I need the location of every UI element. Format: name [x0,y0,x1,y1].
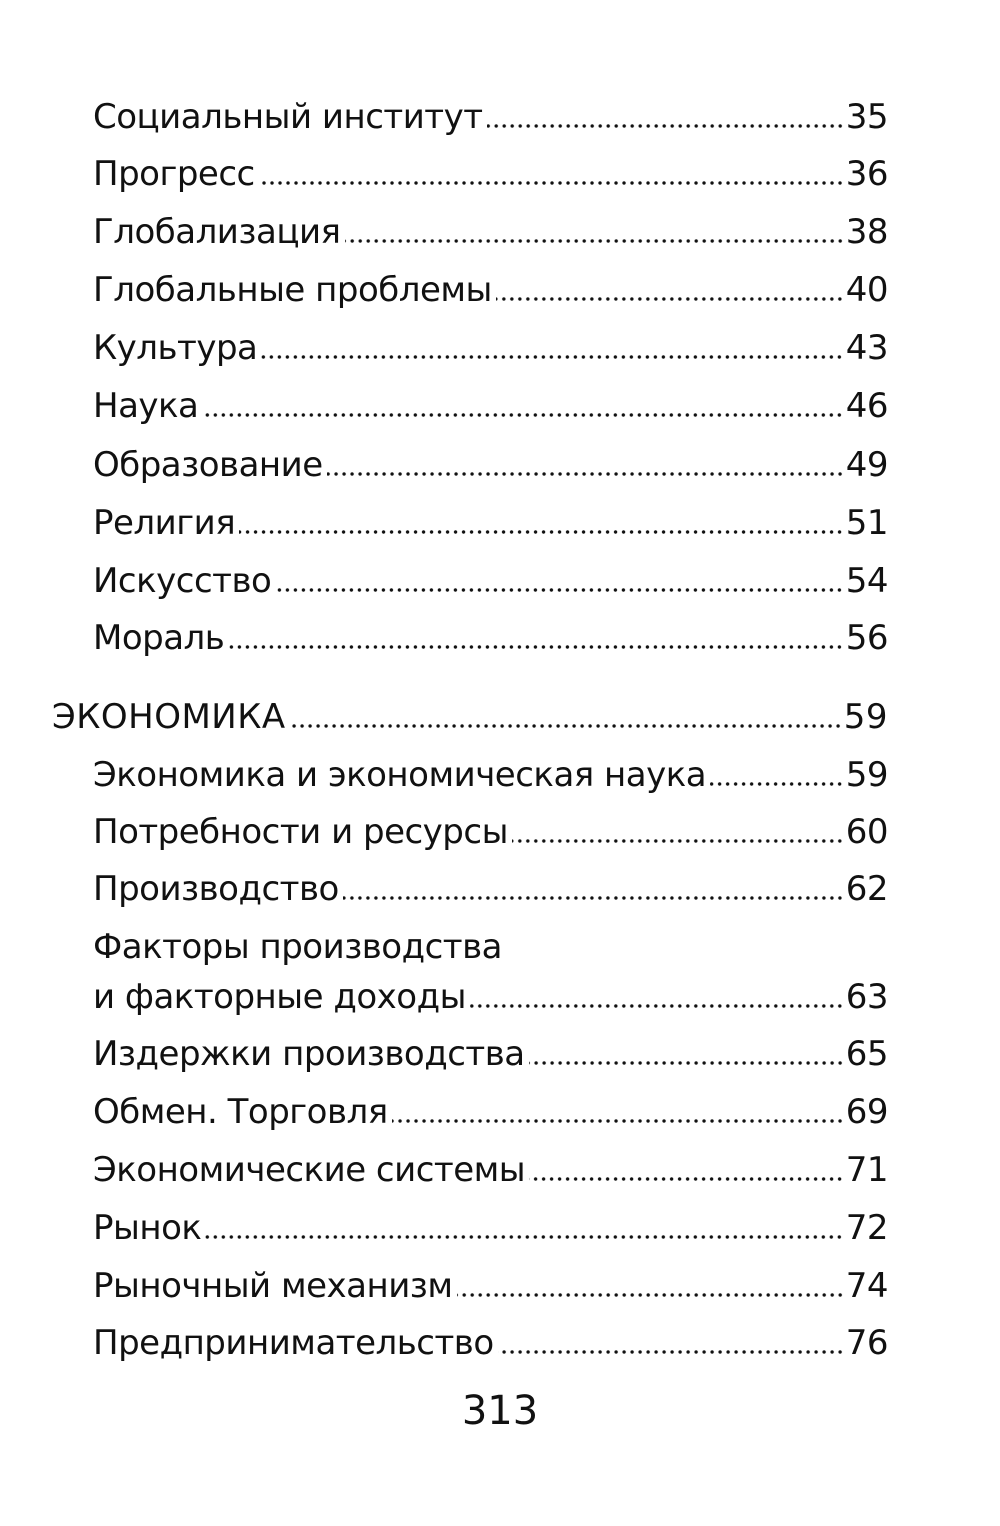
toc-entry-multiline-last[interactable] [93,977,888,1017]
toc-entry-title: Предпринимательство [93,1323,494,1363]
dot-leader [457,1291,844,1297]
toc-entry-title: Социальный институт [93,97,483,137]
dot-leader [487,122,844,128]
toc-entry-title: Обмен. Торговля [93,1092,388,1132]
toc-entry-title: Экономика и экономическая наука [93,755,707,795]
dot-leader [496,295,844,301]
dot-leader [202,411,843,417]
toc-entry[interactable] [93,1266,888,1306]
toc-section-page: 59 [843,697,888,737]
toc-entry-title: Потребности и ресурсы [93,812,508,852]
toc-entry-page: 63 [845,977,888,1017]
toc-entry-title: Рыночный механизм [93,1266,453,1306]
toc-entry-page: 65 [845,1034,888,1074]
toc-section-economics[interactable] [52,697,888,737]
dot-leader [498,1348,844,1354]
page-number: 313 [461,1388,539,1434]
toc-entry-page: 74 [845,1266,888,1306]
toc-entry-title: Прогресс [93,154,255,194]
dot-leader [529,1175,844,1181]
toc-entry-title: Производство [93,869,339,909]
toc-entry[interactable] [93,503,888,543]
dot-leader [470,1002,844,1008]
toc-entry[interactable] [93,154,888,194]
toc-entry-page: 71 [845,1150,888,1190]
dot-leader [205,1233,843,1239]
toc-section-title: ЭКОНОМИКА [52,697,286,737]
dot-leader [345,237,844,243]
toc-entry-title: Экономические системы [93,1150,526,1190]
toc-entry[interactable] [93,97,888,137]
toc-entry-page: 56 [845,618,888,658]
toc-entry-title: Религия [93,503,236,543]
toc-entry-title: Глобализация [93,212,341,252]
toc-entry[interactable] [93,618,888,658]
toc-entry[interactable] [93,1323,888,1363]
toc-entry[interactable] [93,755,888,795]
toc-entry-page: 51 [845,503,888,543]
toc-entry-title: Рынок [93,1208,202,1248]
dot-leader [392,1117,844,1123]
toc-entry-page: 35 [845,97,888,137]
toc-entry-page: 43 [845,328,888,368]
toc-entry-title-line1: Факторы производства [93,927,502,967]
toc-entry[interactable] [93,561,888,601]
toc-entry-page: 49 [845,445,888,485]
dot-leader [239,528,844,534]
toc-entry-page: 38 [845,212,888,252]
toc-entry-title: Мораль [93,618,225,658]
toc-entry-page: 36 [845,154,888,194]
toc-entry-title: Наука [93,386,199,426]
toc-entry-page: 76 [845,1323,888,1363]
dot-leader [259,179,844,185]
toc-entry-page: 54 [845,561,888,601]
toc-entry-title: Искусство [93,561,272,601]
toc-entry[interactable] [93,1034,888,1074]
dot-leader [529,1059,844,1065]
toc-entry-title: Издержки производства [93,1034,525,1074]
dot-leader [275,586,843,592]
toc-entry[interactable] [93,445,888,485]
toc-entry-page: 69 [845,1092,888,1132]
toc-entry[interactable] [93,869,888,909]
toc-entry[interactable] [93,812,888,852]
dot-leader [290,722,842,728]
toc-entry-page: 62 [845,869,888,909]
dot-leader [512,837,844,843]
toc-entry[interactable] [93,386,888,426]
toc-entry-page: 60 [845,812,888,852]
dot-leader [343,894,844,900]
dot-leader [327,470,844,476]
toc-entry-title: Образование [93,445,323,485]
toc-entry[interactable] [93,212,888,252]
toc-entry[interactable] [93,1150,888,1190]
dot-leader [228,643,843,649]
toc-entry[interactable] [93,328,888,368]
toc-entry-title: Глобальные проблемы [93,270,492,310]
toc-entry-title: Культура [93,328,258,368]
toc-entry-page: 72 [845,1208,888,1248]
dot-leader [261,353,843,359]
dot-leader [710,780,844,786]
toc-entry-multiline[interactable] [93,927,888,967]
toc-entry-page: 40 [845,270,888,310]
toc-entry[interactable] [93,1092,888,1132]
toc-entry[interactable] [93,1208,888,1248]
toc-entry-title-line2: и факторные доходы [93,977,466,1017]
toc-entry-page: 46 [845,386,888,426]
toc-entry-page: 59 [845,755,888,795]
toc-entry[interactable] [93,270,888,310]
